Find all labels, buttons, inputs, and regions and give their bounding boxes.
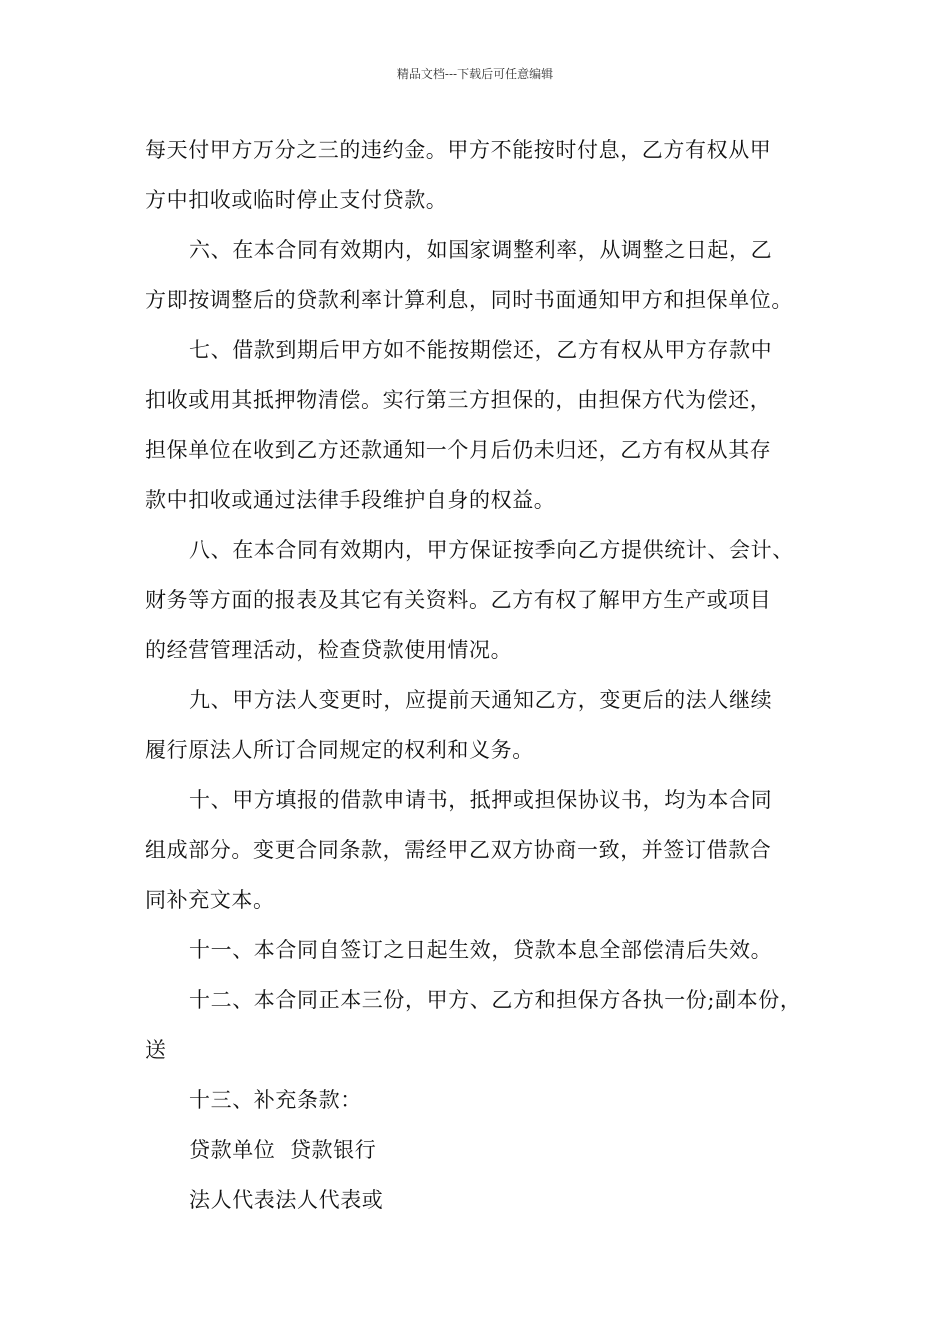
body-line: 履行原法人所订合同规定的权利和义务。 bbox=[145, 738, 534, 762]
body-line: 十一、本合同自签订之日起生效，贷款本息全部偿清后失效。 bbox=[189, 938, 773, 962]
body-line: 的经营管理活动，检查贷款使用情况。 bbox=[145, 638, 513, 662]
body-line: 款中扣收或通过法律手段维护自身的权益。 bbox=[145, 488, 556, 512]
body-line: 担保单位在收到乙方还款通知一个月后仍未归还，乙方有权从其存 bbox=[145, 438, 772, 462]
page-header: 精品文档---下载后可任意编辑 bbox=[396, 67, 554, 81]
body-line: 同补充文本。 bbox=[145, 888, 275, 912]
body-line: 方中扣收或临时停止支付贷款。 bbox=[145, 188, 448, 212]
body-line: 十二、本合同正本三份，甲方、乙方和担保方各执一份;副本份， bbox=[189, 988, 802, 1012]
body-line: 八、在本合同有效期内，甲方保证按季向乙方提供统计、会计、 bbox=[189, 538, 794, 562]
body-line: 贷款单位 贷款银行 bbox=[189, 1138, 377, 1162]
body-line: 法人代表法人代表或 bbox=[189, 1188, 384, 1212]
body-line: 组成部分。变更合同条款，需经甲乙双方协商一致，并签订借款合 bbox=[145, 838, 772, 862]
body-line: 六、在本合同有效期内，如国家调整利率，从调整之日起，乙 bbox=[189, 238, 773, 262]
body-line: 财务等方面的报表及其它有关资料。乙方有权了解甲方生产或项目 bbox=[145, 588, 772, 612]
body-line: 扣收或用其抵押物清偿。实行第三方担保的，由担保方代为偿还， bbox=[145, 388, 772, 412]
body-line: 十三、补充条款： bbox=[189, 1088, 362, 1112]
body-line: 七、借款到期后甲方如不能按期偿还，乙方有权从甲方存款中 bbox=[189, 338, 773, 362]
body-line: 九、甲方法人变更时，应提前天通知乙方，变更后的法人继续 bbox=[189, 688, 773, 712]
body-line: 方即按调整后的贷款利率计算利息，同时书面通知甲方和担保单位。 bbox=[145, 288, 793, 312]
body-line: 十、甲方填报的借款申请书，抵押或担保协议书，均为本合同 bbox=[189, 788, 773, 812]
body-line: 送 bbox=[145, 1038, 167, 1062]
body-line: 每天付甲方万分之三的违约金。甲方不能按时付息，乙方有权从甲 bbox=[145, 138, 772, 162]
